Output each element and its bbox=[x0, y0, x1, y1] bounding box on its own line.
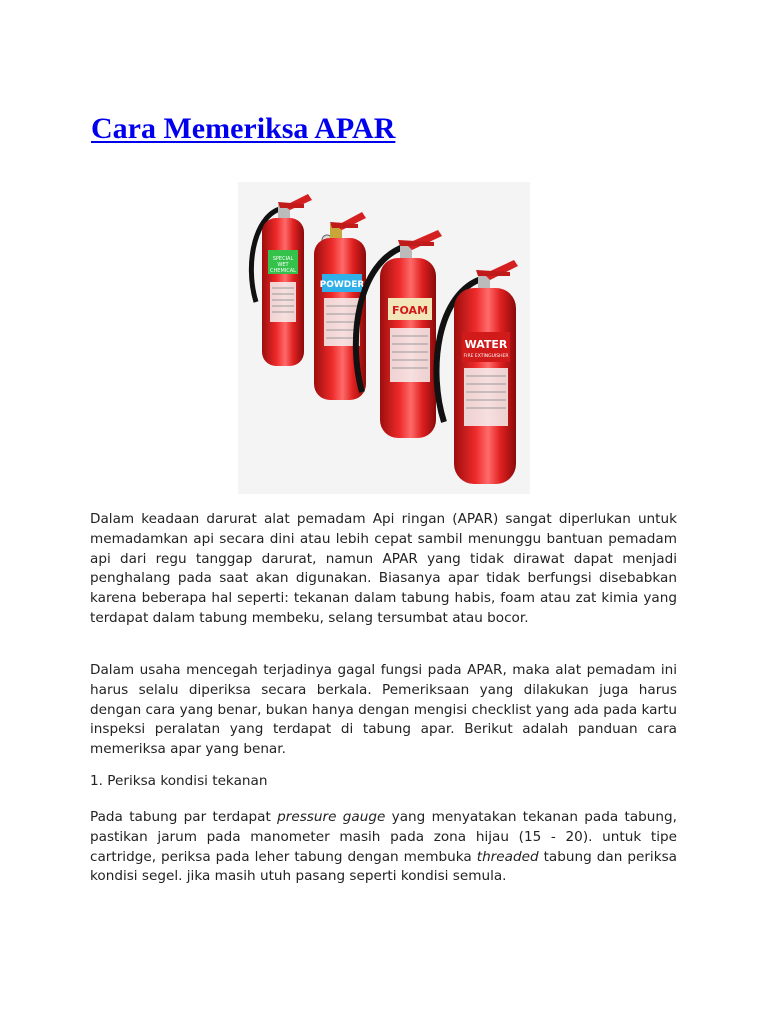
svg-text:WATER: WATER bbox=[464, 338, 508, 351]
fire-extinguishers-image bbox=[238, 182, 530, 494]
paragraph-prevention: Dalam usaha mencegah terjadinya gagal fungsi pada APAR, maka alat pemadam ini harus selalu diperiksa secara berkala. Pemeriksaan yang dilakukan juga harus dengan cara yang benar, bukan hanya dengan mengisi checklist yang ada pada kartu inspeksi peralatan yang terdapat di tabung apar. Berikut adalah panduan cara memeriksa apar yang benar. bbox=[90, 662, 677, 758]
paragraph-pressure-check bbox=[90, 808, 677, 887]
svg-text:FOAM: FOAM bbox=[391, 304, 429, 317]
water-extinguisher bbox=[437, 260, 518, 484]
svg-text:POWDER: POWDER bbox=[319, 280, 365, 290]
wet-chemical-extinguisher bbox=[251, 194, 312, 366]
italic-term-pressure-gauge: pressure gauge bbox=[277, 809, 386, 825]
step-heading-1: 1. Periksa kondisi tekanan bbox=[90, 773, 268, 789]
foam-extinguisher bbox=[356, 230, 442, 438]
svg-text:FIRE EXTINGUISHER: FIRE EXTINGUISHER bbox=[463, 354, 509, 359]
article-title[interactable]: Cara Memeriksa APAR bbox=[91, 112, 396, 145]
svg-text:SPECIAL: SPECIAL bbox=[272, 256, 294, 262]
italic-term-threaded: threaded bbox=[476, 848, 539, 865]
svg-text:CHEMICAL: CHEMICAL bbox=[270, 268, 296, 274]
svg-text:WET: WET bbox=[277, 262, 289, 268]
text-segment: yang menyatakan tekanan pada tabung, pastikan jarum pada manometer masih pada zona hijau (15 - 20). untuk tipe cartridge, periksa pada leher tabung dengan membuka bbox=[90, 809, 677, 865]
text-segment: tabung dan periksa kondisi segel. jika masih utuh pasang seperti kondisi semula. bbox=[90, 848, 677, 885]
text-segment: Pada tabung par terdapat bbox=[90, 809, 278, 825]
paragraph-intro: Dalam keadaan darurat alat pemadam Api ringan (APAR) sangat diperlukan untuk memadamkan api secara dini atau lebih cepat sambil menunggu bantuan pemadam api dari regu tanggap darurat, namun APAR yang tidak dirawat dapat menjadi penghalang pada saat akan digunakan. Biasanya apar tidak berfungsi disebabkan karena beberapa hal seperti: tekanan dalam tabung habis, foam atau zat kimia yang terdapat dalam tabung membeku, selang tersumbat atau bocor. bbox=[90, 511, 677, 626]
